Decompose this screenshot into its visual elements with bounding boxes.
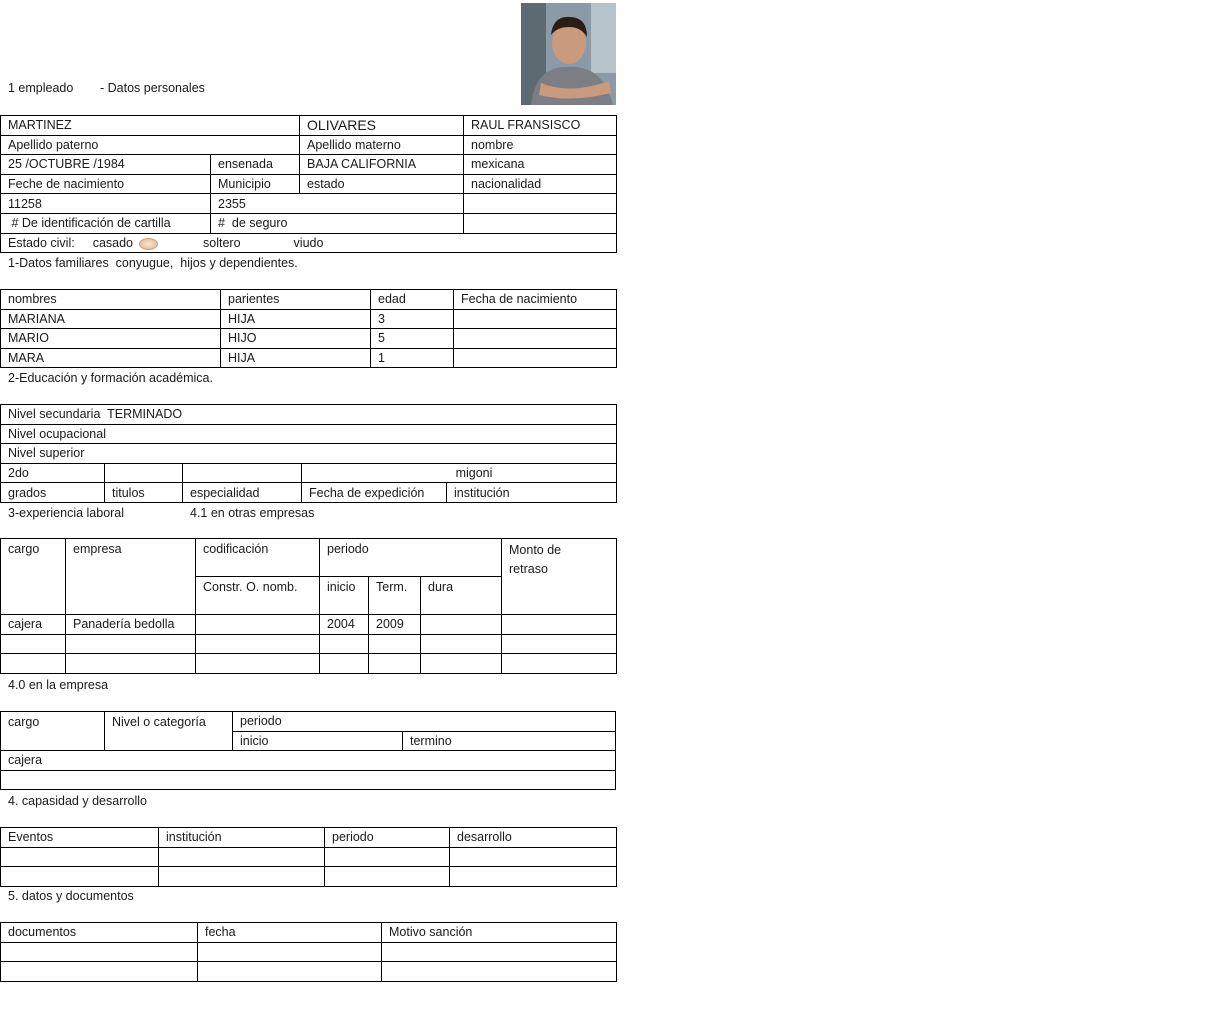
label: # de seguro [211,213,464,233]
cell[interactable] [454,309,617,329]
column-header: cargo [1,539,66,615]
estado-civil-row [1,233,617,253]
training-table [0,827,617,887]
option-casado[interactable]: casado [92,235,134,250]
table-row [1,348,617,368]
nivel-ocupacional[interactable]: Nivel ocupacional [1,424,617,444]
column-header: desarrollo [450,828,617,848]
section-title: 2-Educación y formación académica. [8,371,213,385]
cell[interactable]: HIJA [221,309,371,329]
cell[interactable] [421,654,502,674]
column-header: Constr. O. nomb. [196,577,320,615]
column-header: empresa [66,539,196,615]
cell[interactable]: cajera [1,615,66,635]
cell[interactable] [1,867,159,887]
cell[interactable] [369,654,421,674]
table-row [1,329,617,349]
cell[interactable] [502,654,617,674]
cell[interactable] [454,329,617,349]
cell[interactable] [382,962,617,982]
cell[interactable]: 2009 [369,615,421,635]
cell[interactable]: HIJA [221,348,371,368]
cell[interactable] [66,634,196,654]
fecha-nacimiento-value[interactable]: 25 /OCTUBRE /1984 [1,155,211,175]
municipio-value[interactable]: ensenada [211,155,300,175]
cell[interactable] [1,634,66,654]
nivel-secundaria[interactable]: Nivel secundaria TERMINADO [1,405,617,425]
cell[interactable] [450,847,617,867]
label: Estado civil: [8,235,75,250]
empty-cell[interactable] [464,213,617,233]
cell[interactable] [421,634,502,654]
cell[interactable] [1,962,198,982]
table-row [1,770,616,790]
column-header: periodo [320,539,502,577]
column-header: periodo [325,828,450,848]
cell[interactable] [66,654,196,674]
column-header: Fecha de nacimiento [454,290,617,310]
cell[interactable] [382,942,617,962]
cell[interactable]: MARIO [1,329,221,349]
section-title: 4. capasidad y desarrollo [8,794,147,808]
column-header: cargo [1,712,105,751]
cell[interactable]: 3 [371,309,454,329]
cell[interactable] [1,654,66,674]
label: nacionalidad [464,174,617,194]
cell[interactable]: Panadería bedolla [66,615,196,635]
estado-value[interactable]: BAJA CALIFORNIA [300,155,464,175]
table-row [1,309,617,329]
cell[interactable] [196,654,320,674]
column-header: codificación [196,539,320,577]
cell[interactable]: MARIANA [1,309,221,329]
employee-number: 1 empleado [8,81,74,95]
column-header: documentos [1,923,198,943]
cell[interactable] [198,962,382,982]
table-row [1,751,616,771]
institucion-value[interactable]: migoni [302,463,617,483]
table-row [1,942,617,962]
table-row [1,654,617,674]
label: Apellido materno [300,135,464,155]
table-row [1,847,617,867]
company-table [0,711,616,790]
cell[interactable] [1,942,198,962]
apellido-paterno-value[interactable]: MARTINEZ [1,116,300,136]
option-viudo[interactable]: viudo [293,235,324,250]
selected-mark-icon [139,238,158,250]
column-header: inicio [233,731,403,751]
cell[interactable] [196,615,320,635]
grado-value[interactable]: 2do [1,463,105,483]
column-header: institución [159,828,325,848]
column-header: nombres [1,290,221,310]
table-row [1,962,617,982]
column-header: Term. [369,577,421,615]
cell[interactable] [159,867,325,887]
option-soltero[interactable]: soltero [203,235,241,250]
cartilla-value[interactable]: 11258 [1,194,211,214]
column-header: especialidad [183,483,302,503]
column-header: edad [371,290,454,310]
employee-photo [521,3,616,105]
column-header: grados [1,483,105,503]
seguro-value[interactable]: 2355 [211,194,464,214]
cell[interactable]: cajera [1,751,616,771]
label: nombre [464,135,617,155]
section-title: 3-experiencia laboral [8,506,125,520]
cell[interactable] [502,615,617,635]
label: Feche de nacimiento [1,174,211,194]
nombre-value[interactable]: RAUL FRANSISCO [464,116,617,136]
cell[interactable] [159,847,325,867]
cell[interactable] [450,867,617,887]
table-row [1,634,617,654]
column-header: Nivel o categoría [105,712,233,751]
column-header: titulos [105,483,183,503]
cell[interactable]: MARA [1,348,221,368]
section-subtitle: 4.1 en otras empresas [190,506,315,520]
cell[interactable] [325,847,450,867]
column-header: parientes [221,290,371,310]
cell[interactable] [502,634,617,654]
section-title: 5. datos y documentos [8,889,134,903]
cell[interactable]: 5 [371,329,454,349]
section-title: 4.0 en la empresa [8,678,109,692]
education-table [0,404,617,503]
cell[interactable] [196,634,320,654]
section-title: 1-Datos familiares conyugue, hijos y dependientes. [8,256,298,270]
cell[interactable]: 2004 [320,615,369,635]
column-header: Motivo sanción [382,923,617,943]
label: Apellido paterno [1,135,300,155]
column-header: periodo [233,712,616,732]
column-header: inicio [320,577,369,615]
table-row [1,867,617,887]
nivel-superior[interactable]: Nivel superior [1,444,617,464]
cell[interactable] [320,634,369,654]
table-row [1,615,617,635]
column-header: institución [447,483,617,503]
empty-cell[interactable] [183,463,302,483]
cell[interactable] [369,634,421,654]
cell[interactable] [198,942,382,962]
label: Municipio [211,174,300,194]
personal-data-table [0,115,617,253]
column-header: Monto de retraso [502,539,617,615]
cell[interactable] [454,348,617,368]
cell[interactable] [325,867,450,887]
label: # De identificación de cartilla [1,213,211,233]
nacionalidad-value[interactable]: mexicana [464,155,617,175]
work-experience-table [0,538,617,674]
empty-cell[interactable] [105,463,183,483]
cell[interactable] [1,770,616,790]
cell[interactable] [421,615,502,635]
cell[interactable]: HIJO [221,329,371,349]
apellido-materno-value[interactable]: OLIVARES [300,116,464,136]
cell[interactable] [320,654,369,674]
column-header: termino [403,731,616,751]
section-title: - Datos personales [100,81,205,95]
cell[interactable]: 1 [371,348,454,368]
cell[interactable] [1,847,159,867]
label: estado [300,174,464,194]
documents-table [0,922,617,982]
empty-cell[interactable] [464,194,617,214]
column-header: fecha [198,923,382,943]
column-header: dura [421,577,502,615]
column-header: Eventos [1,828,159,848]
column-header: Fecha de expedición [302,483,447,503]
family-table [0,289,617,368]
